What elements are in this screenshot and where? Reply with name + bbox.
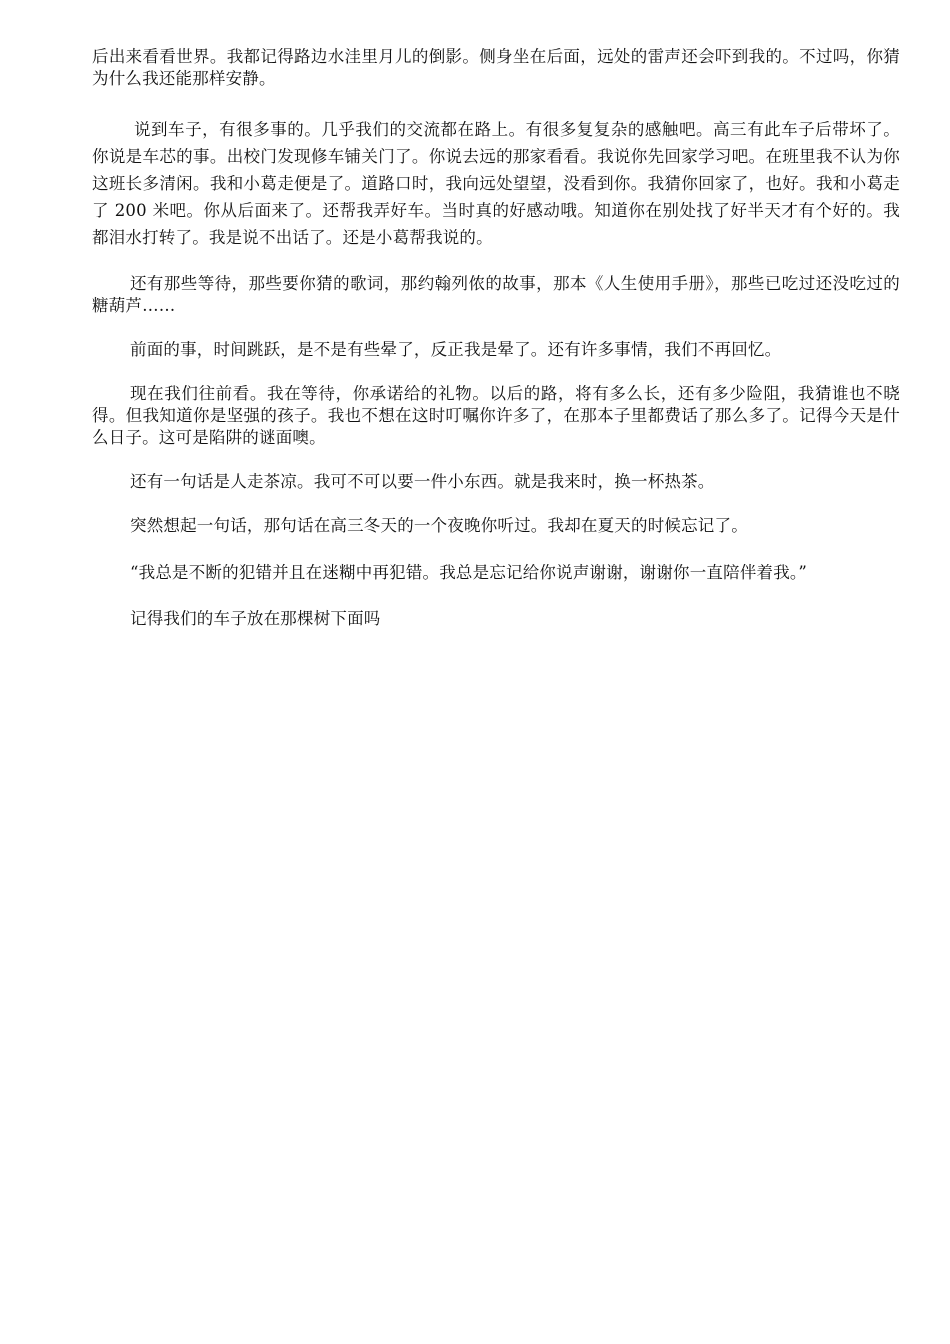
paragraph-waiting: 还有那些等待，那些要你猜的歌词，那约翰列侬的故事，那本《人生使用手册》，那些已吃过还没吃过的糖葫芦…… [92, 274, 900, 315]
paragraph-hot-tea: 还有一句话是人走茶凉。我可不可以要一件小东西。就是我来时，换一杯热茶。 [130, 472, 715, 491]
paragraph-remember-sentence: 突然想起一句话，那句话在高三冬天的一个夜晚你听过。我却在夏天的时候忘记了。 [130, 516, 748, 535]
paragraph-bicycle-story: 说到车子，有很多事的。几乎我们的交流都在路上。有很多复复杂的感触吧。高三有此车子后带坏了。你说是车芯的事。出校门发现修车铺关门了。你说去远的那家看看。我说你先回家学习吧。在班里我不认为你这班长多清闲。我和小葛走便是了。道路口时，我向远处望望，没看到你。我猜你回家了，也好。我和小葛走了 200 米吧。你从后面来了。还帮我弄好车。当时真的好感动哦。知道你在别处找了好半天才有个好的。我都泪水打转了。我是说不出话了。还是小葛帮我说的。 [92, 120, 900, 247]
paragraph-continuation: 后出来看看世界。我都记得路边水洼里月儿的倒影。侧身坐在后面，远处的雷声还会吓到我的。不过吗，你猜为什么我还能那样安静。 [92, 47, 900, 88]
paragraph-time-jump: 前面的事，时间跳跃，是不是有些晕了，反正我是晕了。还有许多事情，我们不再回忆。 [130, 340, 782, 359]
document-page [92, 46, 900, 630]
paragraph-looking-forward: 现在我们往前看。我在等待，你承诺给的礼物。以后的路，将有多么长，还有多少险阻，我猜谁也不晓得。但我知道你是坚强的孩子。我也不想在这时叮嘱你许多了，在那本子里都费话了那么多了。记得今天是什么日子。这可是陷阱的谜面噢。 [92, 384, 900, 447]
paragraph-closing: 记得我们的车子放在那棵树下面吗 [130, 609, 381, 628]
paragraph-quote: “我总是不断的犯错并且在迷糊中再犯错。我总是忘记给你说声谢谢，谢谢你一直陪伴着我。” [130, 563, 808, 582]
